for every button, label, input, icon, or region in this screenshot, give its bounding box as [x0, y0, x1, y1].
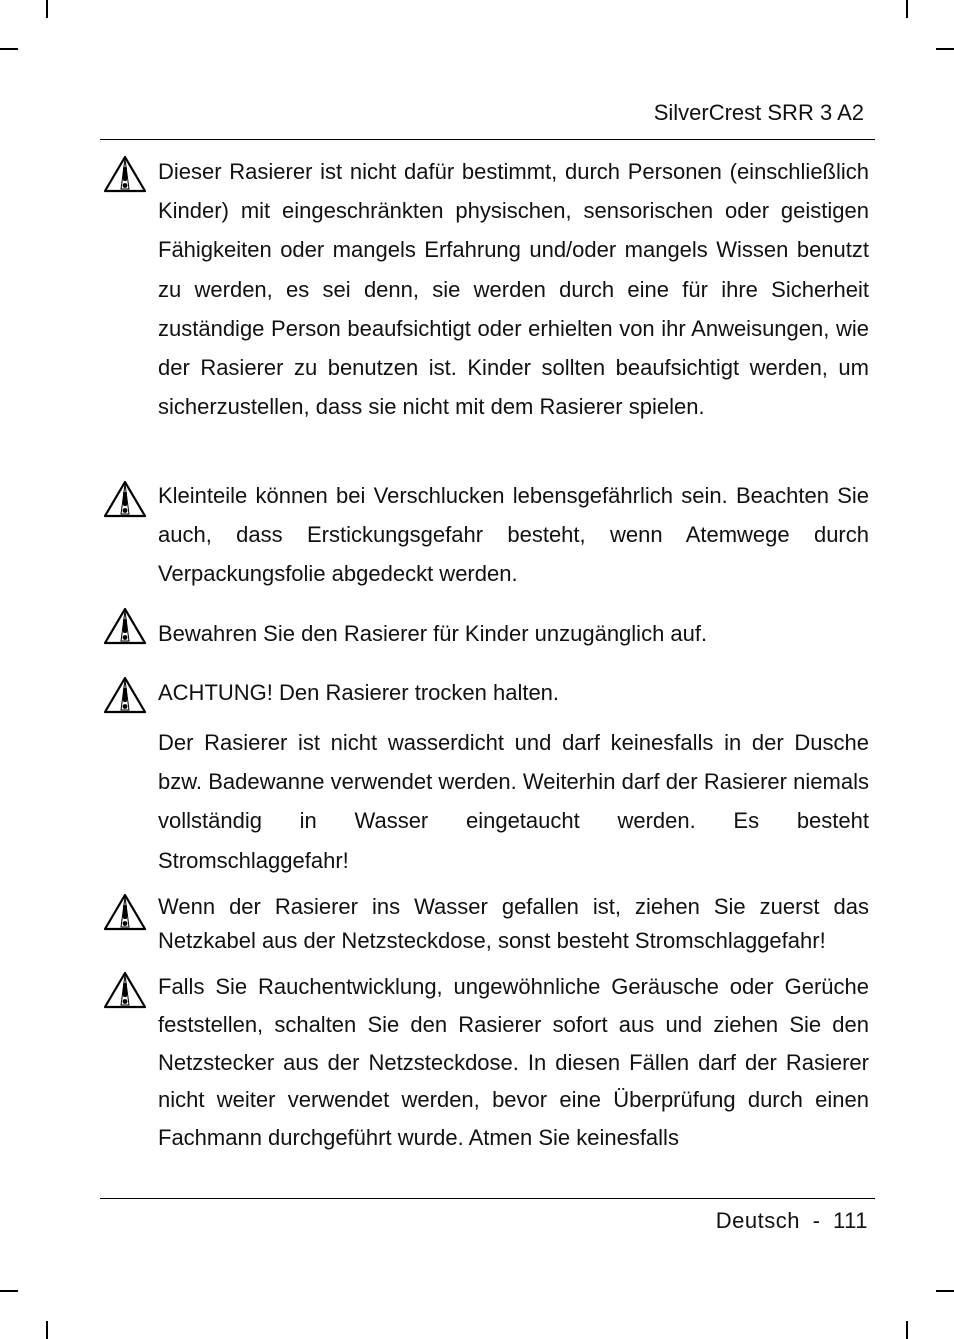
warning-icon: [103, 676, 147, 714]
paragraph: Bewahren Sie den Rasierer für Kinder unzugänglich auf.: [158, 621, 708, 646]
crop-mark: [906, 0, 908, 18]
section-7-text: [158, 968, 869, 1157]
section-2-text: [158, 476, 869, 594]
crop-mark: [0, 1290, 18, 1292]
footer-language: Deutsch: [715, 1208, 800, 1233]
section-4-text: [158, 673, 869, 712]
paragraph: Falls Sie Rauchentwicklung, ungewöhnliche Geräusche oder Gerüche feststellen, schalten Sie den Rasierer sofort aus und ziehen Sie den Netzstecker aus der Netzsteckdose. In diesen Fällen darf der Rasierer nicht weiter verwendet werden, bevor eine Überprüfung durch einen Fachmann durchgeführt wurde. Atmen Sie keinesfalls: [158, 974, 869, 1151]
paragraph: Kleinteile können bei Verschlucken lebensgefährlich sein. Beachten Sie auch, dass Erstickungsgefahr besteht, wenn Atemwege durch Verpackungsfolie abgedeckt werden.: [158, 483, 869, 587]
paragraph: Der Rasierer ist nicht wasserdicht und darf keinesfalls in der Dusche bzw. Badewanne verwendet werden. Weiterhin darf der Rasierer niemals vollständig in Wasser eingetaucht werden. Es besteht Stromschlaggefahr!: [158, 730, 869, 873]
crop-mark: [936, 48, 954, 50]
crop-mark: [0, 48, 18, 50]
warning-icon: [103, 155, 147, 193]
warning-icon: [103, 893, 147, 931]
warning-icon: [103, 607, 147, 645]
footer-rule: [100, 1198, 875, 1199]
crop-mark: [936, 1290, 954, 1292]
section-6-text: [158, 890, 869, 958]
header-rule: [100, 139, 875, 140]
paragraph: Dieser Rasierer ist nicht dafür bestimmt, durch Personen (einschließlich Kinder) mit eingeschränkten physischen, sensorischen oder geistigen Fähigkeiten oder mangels Erfahrung und/oder mangels Wissen benutzt zu werden, es sei denn, sie werden durch eine für ihre Sicherheit zuständige Person beaufsichtigt oder erhielten von ihr Anweisungen, wie der Rasierer zu benutzen ist. Kinder sollten beaufsichtigt werden, um sicherzustellen, dass sie nicht mit dem Rasierer spielen.: [158, 159, 869, 420]
section-5-text: [158, 723, 869, 880]
footer-separator: -: [812, 1208, 821, 1233]
crop-mark: [46, 1321, 48, 1339]
crop-mark: [46, 0, 48, 18]
section-3-text: [158, 614, 869, 653]
page-footer: [716, 1208, 868, 1234]
warning-icon: [103, 971, 147, 1009]
paragraph: ACHTUNG! Den Rasierer trocken halten.: [158, 680, 560, 705]
crop-mark: [906, 1321, 908, 1339]
warning-icon: [103, 480, 147, 518]
paragraph: Wenn der Rasierer ins Wasser gefallen ist, ziehen Sie zuerst das Netzkabel aus der Netzsteckdose, sonst besteht Stromschlaggefahr!: [158, 894, 869, 953]
page-header-title: SilverCrest SRR 3 A2: [653, 100, 864, 125]
section-1-text: [158, 152, 869, 426]
page-number: 111: [833, 1208, 868, 1233]
